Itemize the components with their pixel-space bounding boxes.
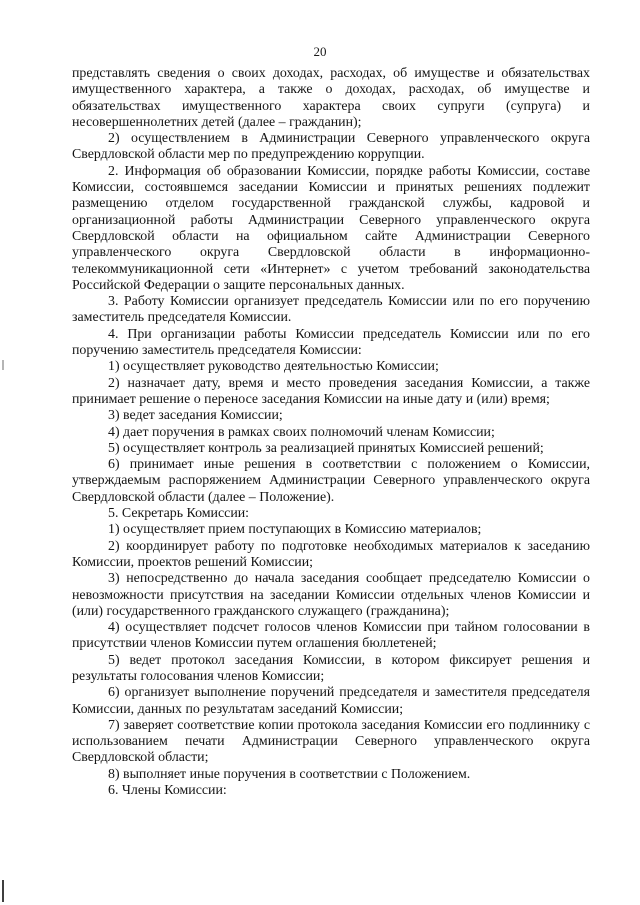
paragraph: 6) принимает иные решения в соответствии с положением о Комиссии, утверждаемым распоряжением Администрации Северного управленческого округа Свердловской области (далее – Положение). bbox=[72, 457, 590, 505]
scan-artifact-mark bbox=[2, 880, 4, 902]
paragraph: 8) выполняет иные поручения в соответствии с Положением. bbox=[108, 766, 471, 782]
paragraph: 1) осуществляет руководство деятельностью Комиссии; bbox=[108, 359, 439, 375]
paragraph: 5. Секретарь Комиссии: bbox=[108, 506, 250, 522]
page-number: 20 bbox=[313, 44, 327, 59]
paragraph: 5) осуществляет контроль за реализацией принятых Комиссией решений; bbox=[108, 440, 544, 456]
paragraph: 3) непосредственно до начала заседания сообщает председателю Комиссии о невозможности присутствия на заседании Комиссии отдельных членов Комиссии и (или) государственного гражданского служащего (гражданина); bbox=[72, 571, 590, 619]
paragraph: 2) назначает дату, время и место проведения заседания Комиссии, а также принимает решение о переносе заседания Комиссии на иные дату и (или) время; bbox=[72, 375, 590, 407]
paragraph: 1) осуществляет прием поступающих в Комиссию материалов; bbox=[108, 522, 482, 538]
paragraph: 6. Члены Комиссии: bbox=[108, 783, 227, 799]
paragraph: представлять сведения о своих доходах, расходах, об имуществе и обязательствах имущественного характера, а также о доходах, расходах, об имуществе и обязательствах имущественного характера своих супруги (супруга) и несовершеннолетних детей (далее – гражданин); bbox=[72, 66, 590, 130]
scan-artifact-mark bbox=[2, 360, 4, 370]
paragraph: 4. При организации работы Комиссии председатель Комиссии или по его поручению заместитель председателя Комиссии: bbox=[72, 326, 590, 359]
paragraph: 2) координирует работу по подготовке необходимых материалов к заседанию Комиссии, проектов решений Комиссии; bbox=[72, 538, 590, 570]
paragraph: 2) осуществлением в Администрации Северного управленческого округа Свердловской области мер по предупреждению коррупции. bbox=[72, 131, 590, 163]
paragraph: 4) дает поручения в рамках своих полномочий членам Комиссии; bbox=[108, 424, 495, 440]
paragraph: 4) осуществляет подсчет голосов членов Комиссии при тайном голосовании в присутствии членов Комиссии путем оглашения бюллетеней; bbox=[72, 620, 590, 652]
paragraph: 7) заверяет соответствие копии протокола заседания Комиссии его подлиннику с использованием печати Администрации Северного управленческого округа Свердловской области; bbox=[72, 717, 590, 766]
paragraph: 6) организует выполнение поручений председателя и заместителя председателя Комиссии, данных по результатам заседаний Комиссии; bbox=[72, 685, 590, 717]
paragraph: 3) ведет заседания Комиссии; bbox=[108, 408, 283, 424]
document-body bbox=[72, 66, 590, 799]
paragraph: 3. Работу Комиссии организует председатель Комиссии или по его поручению заместитель председателя Комиссии. bbox=[72, 294, 590, 326]
paragraph: 5) ведет протокол заседания Комиссии, в котором фиксирует решения и результаты голосования членов Комиссии; bbox=[72, 652, 590, 684]
paragraph: 2. Информация об образовании Комиссии, порядке работы Комиссии, составе Комиссии, состоявшемся заседании Комиссии и принятых решениях подлежит размещению отделом государственной гражданской службы, кадровой и организационной работы Администрации Северного управленческого округа Свердловской области на официальном сайте Администрации Северного управленческого округа Свердловской области в информационно-телекоммуникационной сети «Интернет» с учетом требований законодательства Российской Федерации о защите персональных данных. bbox=[72, 163, 590, 293]
